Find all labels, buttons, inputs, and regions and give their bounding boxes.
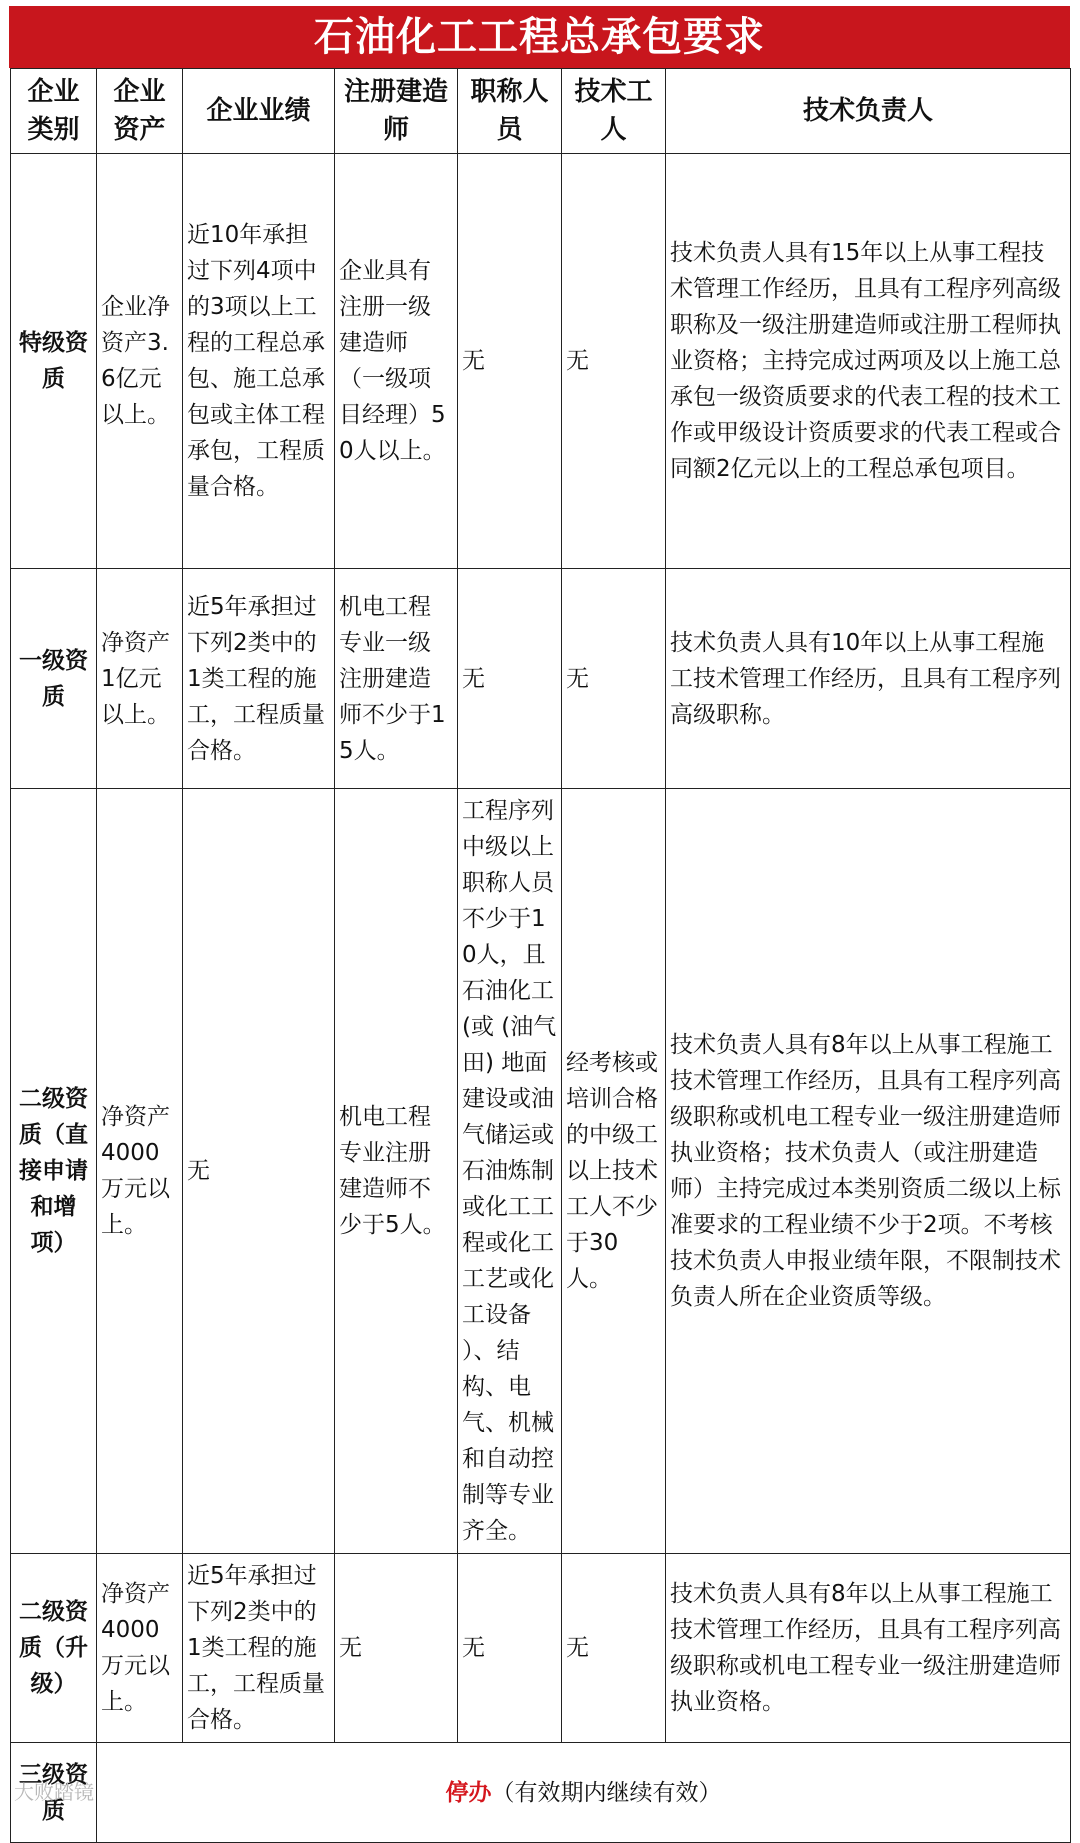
- row-constructor: 无: [335, 1554, 458, 1743]
- row-category: 二级资质（升级）: [11, 1554, 97, 1743]
- row-titled-staff: 无: [458, 154, 562, 569]
- header-constructor: 注册建造师: [335, 69, 458, 154]
- table-header-row: [11, 69, 1071, 154]
- row-tech-lead: 技术负责人具有8年以上从事工程施工技术管理工作经历，且具有工程序列高级职称或机电工程专业一级注册建造师执业资格；技术负责人（或注册建造师）主持完成过本类别资质二级以上标准要求的工程业绩不少于2项。不考核技术负责人申报业绩年限，不限制技术负责人所在企业资质等级。: [666, 789, 1071, 1554]
- row-tech-lead: 技术负责人具有15年以上从事工程技术管理工作经历，且具有工程序列高级职称及一级注册建造师或注册工程师执业资格；主持完成过两项及以上施工总承包一级资质要求的代表工程的技术工作或甲级设计资质要求的代表工程或合同额2亿元以上的工程总承包项目。: [666, 154, 1071, 569]
- row-performance: 无: [183, 789, 335, 1554]
- row-assets: 净资产1亿元以上。: [97, 569, 183, 789]
- table-row: [11, 569, 1071, 789]
- header-tech-lead: 技术负责人: [666, 69, 1071, 154]
- row-titled-staff: 无: [458, 1554, 562, 1743]
- header-category: 企业类别: [11, 69, 97, 154]
- row-performance: 近10年承担过下列4项中的3项以上工程的工程总承包、施工总承包或主体工程承包，工程质量合格。: [183, 154, 335, 569]
- row-technicians: 无: [562, 1554, 666, 1743]
- row-assets: 净资产4000万元以上。: [97, 1554, 183, 1743]
- header-technicians: 技术工人: [562, 69, 666, 154]
- discontinued-note: （有效期内继续有效）: [491, 1779, 722, 1806]
- row-tech-lead: 技术负责人具有10年以上从事工程施工技术管理工作经历，且具有工程序列高级职称。: [666, 569, 1071, 789]
- header-performance: 企业业绩: [183, 69, 335, 154]
- row-category: 二级资质（直接申请和增项）: [11, 789, 97, 1554]
- row-assets: 净资产4000万元以上。: [97, 789, 183, 1554]
- header-assets: 企业资产: [97, 69, 183, 154]
- row-performance: 近5年承担过下列2类中的1类工程的施工，工程质量合格。: [183, 569, 335, 789]
- row-constructor: 企业具有注册一级建造师（一级项目经理）50人以上。: [335, 154, 458, 569]
- table-row: [11, 789, 1071, 1554]
- row-constructor: 机电工程专业注册建造师不少于5人。: [335, 789, 458, 1554]
- row-titled-staff: 工程序列中级以上职称人员不少于10人，且石油化工(或 (油气田) 地面建设或油气储运或石油炼制或化工工程或化工工艺或化工设备 ）、结构、电气、机械和自动控制等专业齐全。: [458, 789, 562, 1554]
- watermark: 大败踏镜: [14, 1780, 94, 1804]
- table-row: [11, 154, 1071, 569]
- discontinued-status: 停办: [445, 1779, 492, 1806]
- row-technicians: 无: [562, 154, 666, 569]
- row-technicians: 经考核或培训合格的中级工以上技术工人不少于30人。: [562, 789, 666, 1554]
- row-tech-lead: 技术负责人具有8年以上从事工程施工技术管理工作经历，且具有工程序列高级职称或机电工程专业一级注册建造师执业资格。: [666, 1554, 1071, 1743]
- row-titled-staff: 无: [458, 569, 562, 789]
- row-category: 特级资质: [11, 154, 97, 569]
- table-row: [11, 1554, 1071, 1743]
- page-title: 石油化工工程总承包要求: [9, 6, 1070, 68]
- table-row-discontinued: [11, 1743, 1071, 1843]
- row-category: 三级资质: [11, 1743, 97, 1843]
- row-category: 一级资质: [11, 569, 97, 789]
- qualification-table: [10, 68, 1071, 1843]
- row-constructor: 机电工程专业一级注册建造师不少于15人。: [335, 569, 458, 789]
- row-technicians: 无: [562, 569, 666, 789]
- header-titled-staff: 职称人员: [458, 69, 562, 154]
- discontinued-cell: [97, 1743, 1071, 1843]
- row-performance: 近5年承担过下列2类中的1类工程的施工，工程质量合格。: [183, 1554, 335, 1743]
- row-assets: 企业净资产3.6亿元以上。: [97, 154, 183, 569]
